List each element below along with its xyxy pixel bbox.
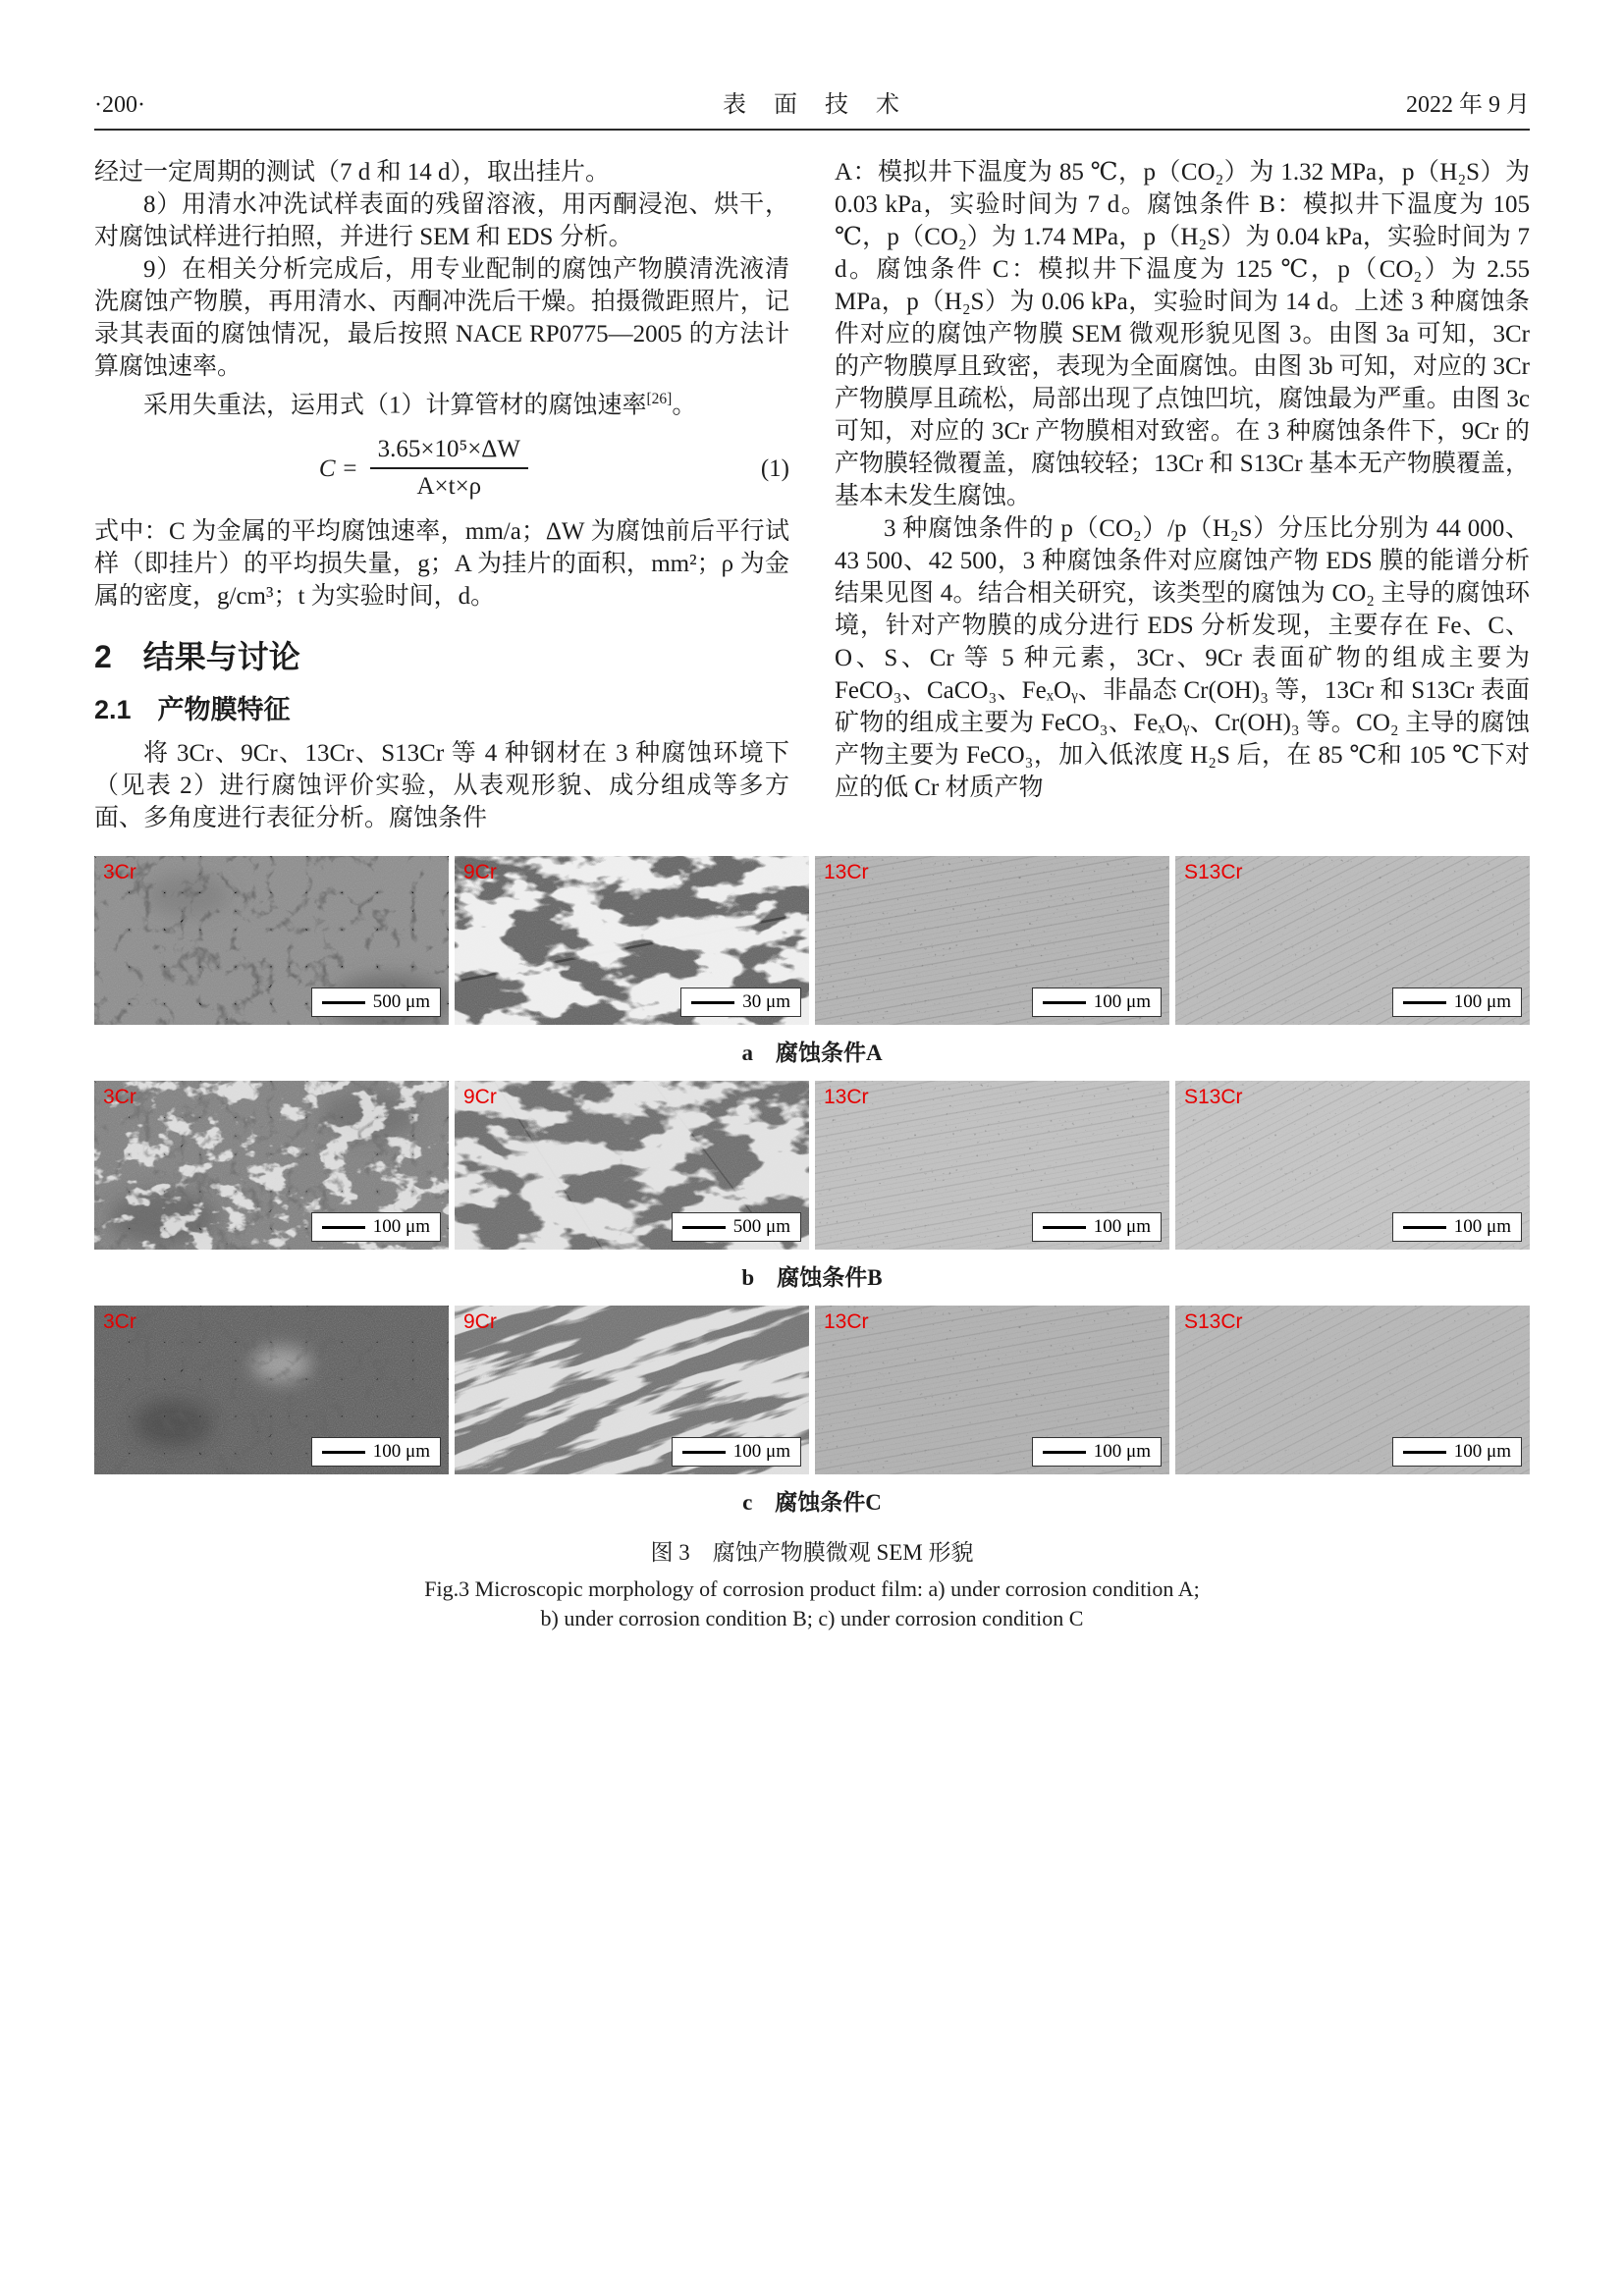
- right-column: [835, 156, 1530, 834]
- sem-panel-a-3cr: [94, 856, 449, 1025]
- equation-1: [94, 435, 789, 502]
- sem-panel-c-13cr: [815, 1306, 1169, 1474]
- scale-bar: [1032, 988, 1162, 1017]
- scale-bar: [680, 988, 801, 1017]
- paragraph-experiment-intro: 将 3Cr、9Cr、13Cr、S13Cr 等 4 种钢材在 3 种腐蚀环境下（见表 2）进行腐蚀评价实验，从表观形貌、成分组成等多方面、多角度进行表征分析。腐蚀条件: [94, 740, 789, 832]
- scale-bar-text: 100 μm: [372, 1441, 430, 1463]
- panel-material-label: 3Cr: [103, 1310, 136, 1334]
- equation-lhs: C =: [318, 454, 358, 482]
- page-number: ·200·: [94, 92, 145, 118]
- left-column: [94, 156, 789, 834]
- scale-bar-line: [682, 1226, 726, 1229]
- scale-bar: [311, 1437, 441, 1467]
- paragraph-continuation: 经过一定周期的测试（7 d 和 14 d），取出挂片。: [94, 159, 611, 186]
- scale-bar-text: 100 μm: [1093, 1441, 1151, 1463]
- paragraph-weight-loss: [94, 383, 789, 421]
- sem-panel-c-9cr: [455, 1306, 809, 1474]
- two-column-body: [94, 156, 1530, 834]
- weight-loss-text: 采用失重法，运用式（1）计算管材的腐蚀速率: [143, 392, 647, 419]
- sem-panel-b-s13cr: [1175, 1081, 1530, 1250]
- issue-date: 2022 年 9 月: [1406, 92, 1530, 118]
- scale-bar: [672, 1212, 801, 1242]
- equation-numerator: 3.65×10⁵×ΔW: [370, 435, 528, 469]
- figure-caption-english-line1: Fig.3 Microscopic morphology of corrosion product film: a) under corrosion condition A;: [424, 1576, 1200, 1602]
- panel-material-label: 3Cr: [103, 1086, 136, 1109]
- paragraph-step8: 8）用清水冲洗试样表面的残留溶液，用丙酮浸泡、烘干，对腐蚀试样进行拍照，并进行 SEM 和 EDS 分析。: [94, 191, 789, 250]
- panel-material-label: 9Cr: [463, 1086, 497, 1109]
- scale-bar: [672, 1437, 801, 1467]
- scale-bar-text: 500 μm: [732, 1216, 790, 1238]
- scale-bar-line: [682, 1451, 726, 1454]
- row-caption-c: c 腐蚀条件C: [742, 1490, 882, 1516]
- sem-panel-c-s13cr: [1175, 1306, 1530, 1474]
- paragraph-corrosion-conditions: A：模拟井下温度为 85 ℃，p（CO₂）为 1.32 MPa，p（H₂S）为 0.03 kPa，实验时间为 7 d。腐蚀条件 B：模拟井下温度为 105 ℃，p（CO₂）为 1.74 MPa，p（H₂S）为 0.04 kPa，实验时间为 7 d。腐蚀条件 C：模拟井下温度为 125 ℃，p（CO₂）为 2.55 MPa，p（H₂S）为 0.06 kPa，实验时间为 14 d。上述 3 种腐蚀条件对应的腐蚀产物膜 SEM 微观形貌见图 3。由图 3a 可知，3Cr 的产物膜厚且致密，表现为全面腐蚀。由图 3b 可知，对应的 3Cr 产物膜厚且疏松，局部出现了点蚀凹坑，腐蚀最为严重。由图 3c 可知，对应的 3Cr 产物膜相对致密。在 3 种腐蚀条件下，9Cr 的产物膜轻微覆盖，腐蚀较轻；13Cr 和 S13Cr 基本无产物膜覆盖，基本未发生腐蚀。: [835, 159, 1530, 509]
- panel-material-label: 9Cr: [463, 861, 497, 884]
- panel-material-label: S13Cr: [1184, 1310, 1243, 1334]
- sem-panel-b-9cr: [455, 1081, 809, 1250]
- scale-bar-text: 100 μm: [372, 1216, 430, 1238]
- scale-bar-text: 100 μm: [1453, 1441, 1511, 1463]
- sem-row-condition-b: [94, 1081, 1530, 1250]
- scale-bar-text: 30 μm: [742, 991, 790, 1013]
- sem-panel-a-9cr: [455, 856, 809, 1025]
- scale-bar-text: 100 μm: [1453, 991, 1511, 1013]
- scale-bar: [311, 988, 441, 1017]
- equation-body: [94, 435, 753, 502]
- scale-bar-line: [1403, 1226, 1446, 1229]
- scale-bar-line: [691, 1001, 734, 1004]
- journal-title: 表 面 技 术: [723, 92, 901, 118]
- paragraph-step9: 9）在相关分析完成后，用专业配制的腐蚀产物膜清洗液清洗腐蚀产物膜，再用清水、丙酮冲洗后干燥。拍摄微距照片，记录其表面的腐蚀情况，最后按照 NACE RP0775—2005 的方法计算腐蚀速率。: [94, 256, 789, 380]
- scale-bar-line: [1043, 1226, 1086, 1229]
- equation-number: (1): [760, 454, 789, 482]
- figure-caption-english-line2: b) under corrosion condition B; c) under corrosion condition C: [540, 1606, 1084, 1631]
- row-caption-a: a 腐蚀条件A: [741, 1041, 883, 1066]
- scale-bar-text: 100 μm: [732, 1441, 790, 1463]
- sem-row-condition-a: [94, 856, 1530, 1025]
- scale-bar-text: 100 μm: [1093, 991, 1151, 1013]
- section-heading-results: 2 结果与讨论: [94, 639, 300, 675]
- figure-3: [94, 856, 1530, 1633]
- subsection-heading-product-film: 2.1 产物膜特征: [94, 694, 291, 724]
- panel-material-label: 3Cr: [103, 861, 136, 884]
- scale-bar-line: [322, 1451, 365, 1454]
- scale-bar-line: [1043, 1451, 1086, 1454]
- sem-row-condition-c: [94, 1306, 1530, 1474]
- scale-bar-line: [1403, 1451, 1446, 1454]
- scale-bar-text: 500 μm: [372, 991, 430, 1013]
- paragraph-eds-analysis: 3 种腐蚀条件的 p（CO₂）/p（H₂S）分压比分别为 44 000、43 500、42 500，3 种腐蚀条件对应腐蚀产物 EDS 膜的能谱分析结果见图 4。结合相关研究，该类型的腐蚀为 CO₂ 主导的腐蚀环境，针对产物膜的成分进行 EDS 分析发现，主要存在 Fe、C、O、S、Cr 等 5 种元素，3Cr、9Cr 表面矿物的组成主要为 FeCO₃、CaCO₃、FeₓOᵧ、非晶态 Cr(OH)₃ 等，13Cr 和 S13Cr 表面矿物的组成主要为 FeCO₃、FeₓOᵧ、Cr(OH)₃ 等。CO₂ 主导的腐蚀产物主要为 FeCO₃，加入低浓度 H₂S 后，在 85 ℃和 105 ℃下对应的低 Cr 材质产物: [835, 515, 1530, 801]
- sem-panel-b-3cr: [94, 1081, 449, 1250]
- sem-panel-a-s13cr: [1175, 856, 1530, 1025]
- equation-fraction: [370, 435, 528, 502]
- scale-bar: [311, 1212, 441, 1242]
- equation-denominator: A×t×ρ: [416, 473, 482, 501]
- figure-caption-english: [94, 1575, 1530, 1633]
- scale-bar: [1392, 1212, 1522, 1242]
- scale-bar: [1032, 1437, 1162, 1467]
- scale-bar-text: 100 μm: [1093, 1216, 1151, 1238]
- scale-bar: [1032, 1212, 1162, 1242]
- sem-panel-b-13cr: [815, 1081, 1169, 1250]
- sem-panel-c-3cr: [94, 1306, 449, 1474]
- panel-material-label: 13Cr: [824, 861, 869, 884]
- panel-material-label: 13Cr: [824, 1086, 869, 1109]
- running-head: [94, 84, 1530, 131]
- panel-material-label: 9Cr: [463, 1310, 497, 1334]
- panel-material-label: S13Cr: [1184, 861, 1243, 884]
- scale-bar-line: [322, 1001, 365, 1004]
- scale-bar: [1392, 1437, 1522, 1467]
- reference-26: [26]: [646, 391, 673, 407]
- scale-bar-line: [1403, 1001, 1446, 1004]
- scale-bar-text: 100 μm: [1453, 1216, 1511, 1238]
- scale-bar-line: [1043, 1001, 1086, 1004]
- paragraph-variable-definitions: 式中：C 为金属的平均腐蚀速率，mm/a；ΔW 为腐蚀前后平行试样（即挂片）的平均损失量，g；A 为挂片的面积，mm²；ρ 为金属的密度，g/cm³；t 为实验时间，d。: [94, 518, 789, 611]
- scale-bar-line: [322, 1226, 365, 1229]
- scale-bar: [1392, 988, 1522, 1017]
- figure-caption-chinese: 图 3 腐蚀产物膜微观 SEM 形貌: [650, 1540, 974, 1566]
- panel-material-label: 13Cr: [824, 1310, 869, 1334]
- row-caption-b: b 腐蚀条件B: [741, 1265, 883, 1291]
- panel-material-label: S13Cr: [1184, 1086, 1243, 1109]
- sem-panel-a-13cr: [815, 856, 1169, 1025]
- weight-loss-period: 。: [672, 392, 697, 419]
